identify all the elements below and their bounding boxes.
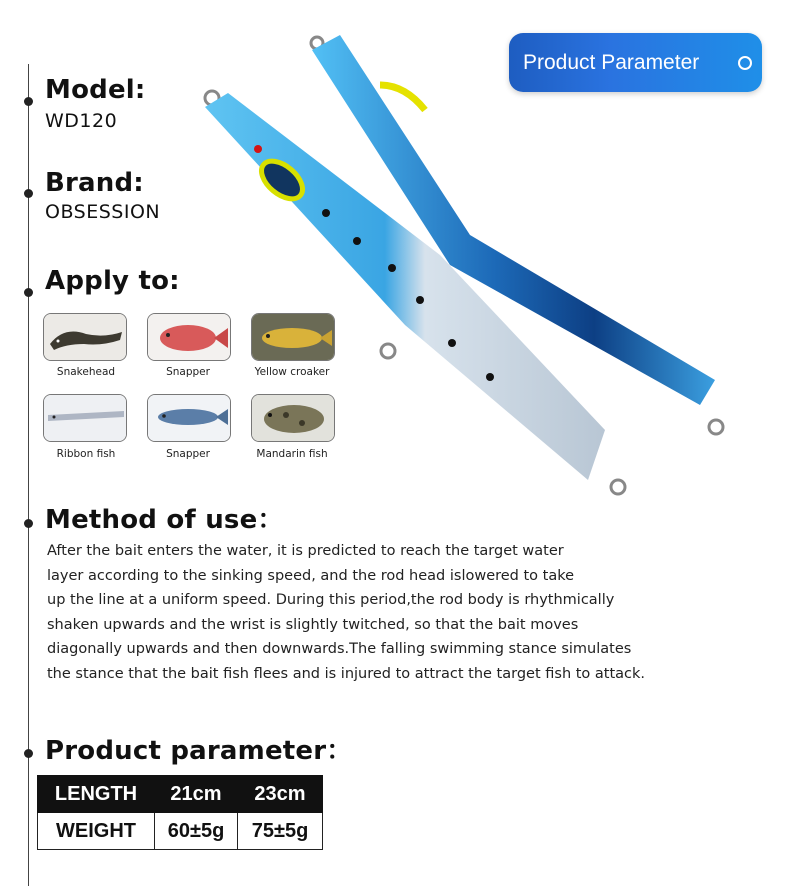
fish-image-yellow-croaker bbox=[251, 313, 335, 361]
apply-heading: Apply to: bbox=[45, 266, 180, 296]
fish-label: Snapper bbox=[166, 448, 210, 460]
model-heading: Model: bbox=[45, 75, 146, 105]
table-cell: 75±5g bbox=[238, 813, 323, 850]
method-line: the stance that the bait fish flees and is injured to attract the target fish to attack. bbox=[47, 665, 646, 682]
params-heading: Product parameter： bbox=[45, 736, 353, 766]
method-line: shaken upwards and the wrist is slightly twitched, so that the bait moves bbox=[47, 616, 579, 633]
brand-value: OBSESSION bbox=[45, 201, 161, 223]
timeline-dot-apply bbox=[24, 288, 33, 297]
table-cell: 23cm bbox=[238, 776, 323, 813]
table-cell: 21cm bbox=[155, 776, 238, 813]
timeline-dot-method bbox=[24, 519, 33, 528]
method-line: diagonally upwards and then downwards.The falling swimming stance simulates bbox=[47, 641, 632, 658]
timeline-line bbox=[28, 64, 29, 886]
method-line: After the bait enters the water, it is predicted to reach the target water bbox=[47, 543, 564, 559]
fish-image-mandarin-fish bbox=[251, 394, 335, 442]
method-line: layer according to the sinking speed, and the rod head islowered to take bbox=[47, 567, 575, 584]
product-parameter-banner bbox=[509, 33, 762, 92]
fish-image-snakehead bbox=[43, 313, 127, 361]
fish-image-snapper-red bbox=[147, 313, 231, 361]
brand-heading: Brand: bbox=[45, 168, 144, 198]
timeline-dot-brand bbox=[24, 189, 33, 198]
table-cell: WEIGHT bbox=[38, 813, 155, 850]
table-cell: LENGTH bbox=[38, 776, 155, 813]
table-row bbox=[38, 813, 323, 850]
table-cell: 60±5g bbox=[155, 813, 238, 850]
model-value: WD120 bbox=[45, 110, 118, 132]
fish-image-ribbon-fish bbox=[43, 394, 127, 442]
fish-label: Yellow croaker bbox=[254, 366, 330, 378]
table-row bbox=[38, 776, 323, 813]
fish-image-snapper-blue bbox=[147, 394, 231, 442]
fish-label: Snapper bbox=[166, 366, 210, 378]
fish-label: Snakehead bbox=[56, 366, 116, 378]
fish-label: Mandarin fish bbox=[256, 448, 328, 460]
method-line: up the line at a uniform speed. During this period,the rod body is rhythmically bbox=[47, 592, 615, 609]
method-description bbox=[47, 539, 647, 687]
timeline-dot-model bbox=[24, 97, 33, 106]
banner-label: Product Parameter bbox=[523, 50, 700, 74]
timeline-dot-params bbox=[24, 749, 33, 758]
parameter-table bbox=[37, 775, 323, 850]
circle-icon bbox=[738, 56, 752, 70]
method-heading: Method of use： bbox=[45, 505, 284, 535]
fish-label: Ribbon fish bbox=[56, 448, 116, 460]
